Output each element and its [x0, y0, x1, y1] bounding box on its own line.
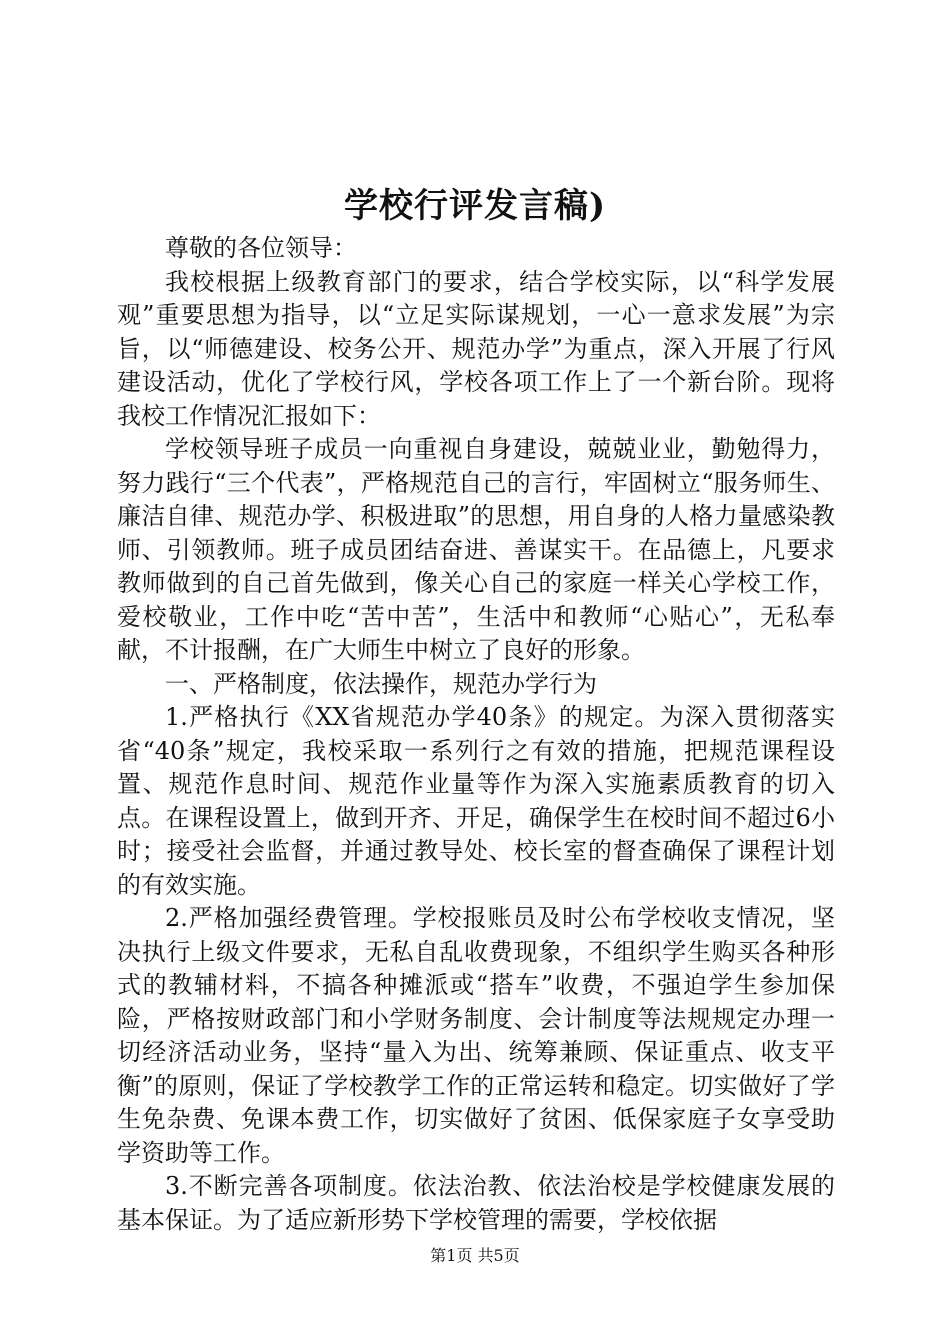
paragraph-item-2: 2.严格加强经费管理。学校报账员及时公布学校收支情况，坚决执行上级文件要求，无私自乱收费现象，不组织学生购买各种形式的教辅材料，不搞各种摊派或“搭车”收费，不强迫学生参加保险，严格按财政部门和小学财务制度、会计制度等法规规定办理一切经济活动业务，坚持“量入为出、统筹兼顾、保证重点、收支平衡”的原则，保证了学校教学工作的正常运转和稳定。切实做好了学生免杂费、免课本费工作，切实做好了贫困、低保家庭子女享受助学资助等工作。 [117, 904, 835, 1167]
page-number-footer: 第1页 共5页 [430, 1246, 520, 1265]
paragraph-item-3: 3.不断完善各项制度。依法治教、依法治校是学校健康发展的基本保证。为了适应新形势下学校管理的需要，学校依据 [117, 1172, 835, 1234]
paragraph-salutation: 尊敬的各位领导： [165, 234, 357, 262]
paragraph-intro: 我校根据上级教育部门的要求，结合学校实际，以“科学发展观”重要思想为指导，以“立足实际谋规划，一心一意求发展”为宗旨，以“师德建设、校务公开、规范办学”为重点，深入开展了行风建设活动，优化了学校行风，学校各项工作上了一个新台阶。现将我校工作情况汇报如下： [117, 267, 835, 430]
section-heading-1: 一、严格制度，依法操作，规范办学行为 [165, 669, 597, 698]
document-title: 学校行评发言稿) [343, 186, 607, 226]
document-body [117, 232, 835, 1237]
paragraph-item-1: 1.严格执行《XX省规范办学40条》的规定。为深入贯彻落实省“40条”规定，我校采取一系列行之有效的措施，把规范课程设置、规范作息时间、规范作业量等作为深入实施素质教育的切入点。在课程设置上，做到开齐、开足，确保学生在校时间不超过6小时；接受社会监督，并通过教导处、校长室的督查确保了课程计划的有效实施。 [117, 703, 835, 899]
paragraph-leadership: 学校领导班子成员一向重视自身建设，兢兢业业，勤勉得力，努力践行“三个代表”，严格规范自己的言行，牢固树立“服务师生、廉洁自律、规范办学、积极进取”的思想，用自身的人格力量感染教师、引领教师。班子成员团结奋进、善谋实干。在品德上，凡要求教师做到的自己首先做到，像关心自己的家庭一样关心学校工作，爱校敬业，工作中吃“苦中苦”，生活中和教师“心贴心”，无私奉献，不计报酬，在广大师生中树立了良好的形象。 [117, 435, 835, 664]
